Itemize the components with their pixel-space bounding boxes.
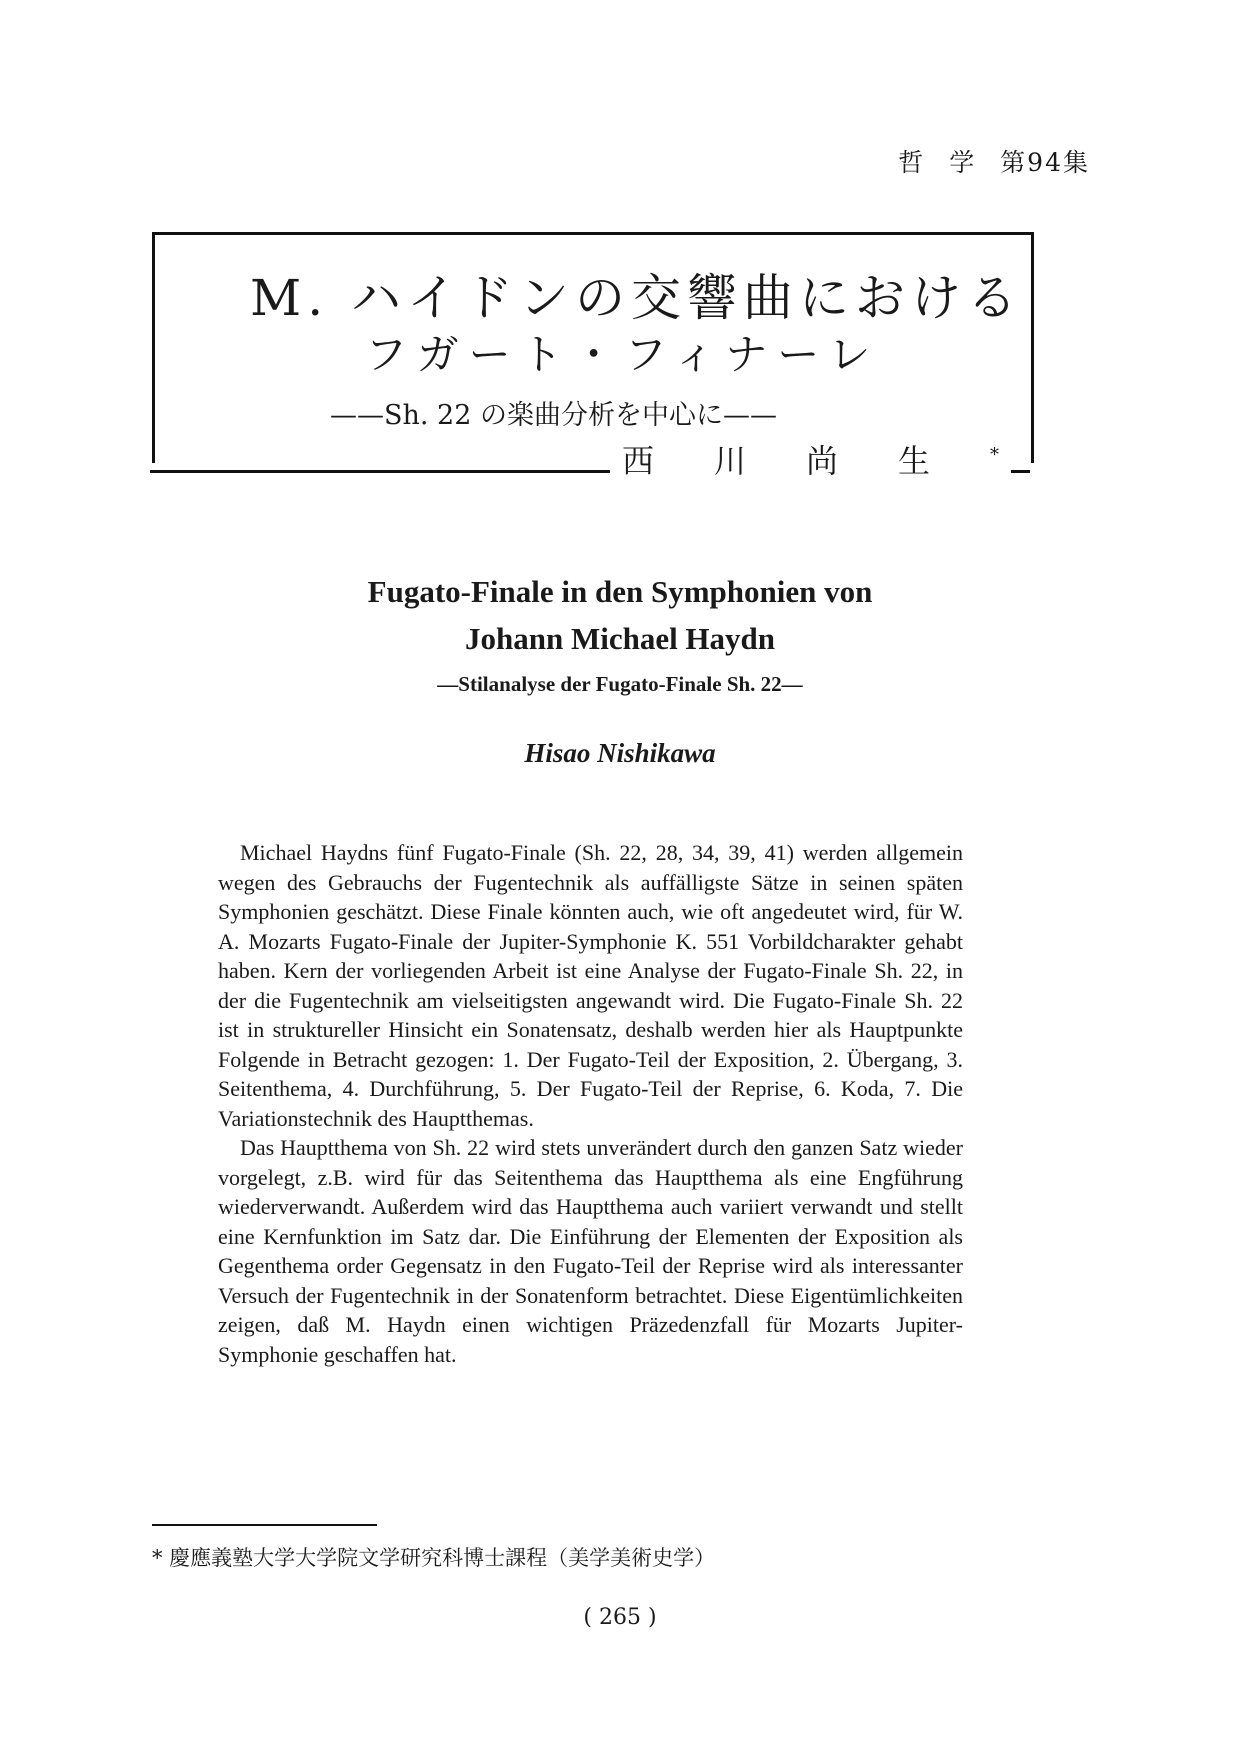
page-number: ( 265 ) — [583, 1605, 657, 1630]
japanese-subtitle: ——Sh. 22 の楽曲分析を中心に—— — [330, 400, 777, 431]
author-footnote-mark: * — [990, 444, 1000, 466]
abstract-paragraph-2: Das Hauptthema von Sh. 22 wird stets unverändert durch den ganzen Satz wieder vorgelegt, z.B. wird für das Seitenthema das Hauptthema als eine Engführung wiederverwandt. Außerdem wird das Hauptthema auch variiert verwandt und stellt eine Kernfunktion im Satz dar. Die Einführung der Elementen der Exposition als Gegenthema order Gegensatz in den Fugato-Teil der Reprise wird als interessanter Versuch der Fugentechnik in der Sonatenform betrachtet. Diese Eigentümlichkeiten zeigen, daß M. Haydn einen wichtigen Präzedenzfall für Mozarts Jupiter-Symphonie geschaffen hat. — [218, 1135, 963, 1367]
japanese-title-line-1: M. ハイドンの交響曲における — [250, 269, 1023, 327]
abstract — [218, 838, 963, 1369]
abstract-paragraph-1: Michael Haydns fünf Fugato-Finale (Sh. 22, 28, 34, 39, 41) werden allgemein wegen des Gebrauchs der Fugentechnik als auffälligste Sätze in seinen späten Symphonien geschätzt. Diese Finale könnten auch, wie oft angedeutet wird, für W. A. Mozarts Fugato-Finale der Jupiter-Symphonie K. 551 Vorbildcharakter gehabt haben. Kern der vorliegenden Arbeit ist eine Analyse der Fugato-Finale Sh. 22, in der die Fugentechnik am vielseitigsten angewandt wird. Die Fugato-Finale Sh. 22 ist in struktureller Hinsicht ein Sonatensatz, deshalb werden hier als Hauptpunkte Folgende in Betracht gezogen: 1. Der Fugato-Teil der Exposition, 2. Übergang, 3. Seitenthema, 4. Durchführung, 5. Der Fugato-Teil der Reprise, 6. Koda, 7. Die Variationstechnik des Hauptthemas. — [218, 840, 963, 1131]
german-subtitle: —Stilanalyse der Fugato-Finale Sh. 22— — [437, 672, 803, 696]
footnote: * 慶應義塾大学大学院文学研究科博士課程（美学美術史学） — [152, 1546, 716, 1570]
japanese-author-name: 西川尚生 — [622, 442, 991, 480]
journal-header: 哲 学 第94集 — [898, 148, 1090, 177]
german-title-line-2: Johann Michael Haydn — [464, 621, 776, 656]
japanese-title-line-2: フガート・フィナーレ — [365, 330, 881, 379]
footnote-rule — [152, 1524, 377, 1526]
german-title — [180, 568, 1060, 662]
german-title-line-1: Fugato-Finale in den Symphonien von — [367, 574, 873, 609]
german-author: Hisao Nishikawa — [524, 738, 716, 768]
japanese-author — [610, 442, 1011, 480]
